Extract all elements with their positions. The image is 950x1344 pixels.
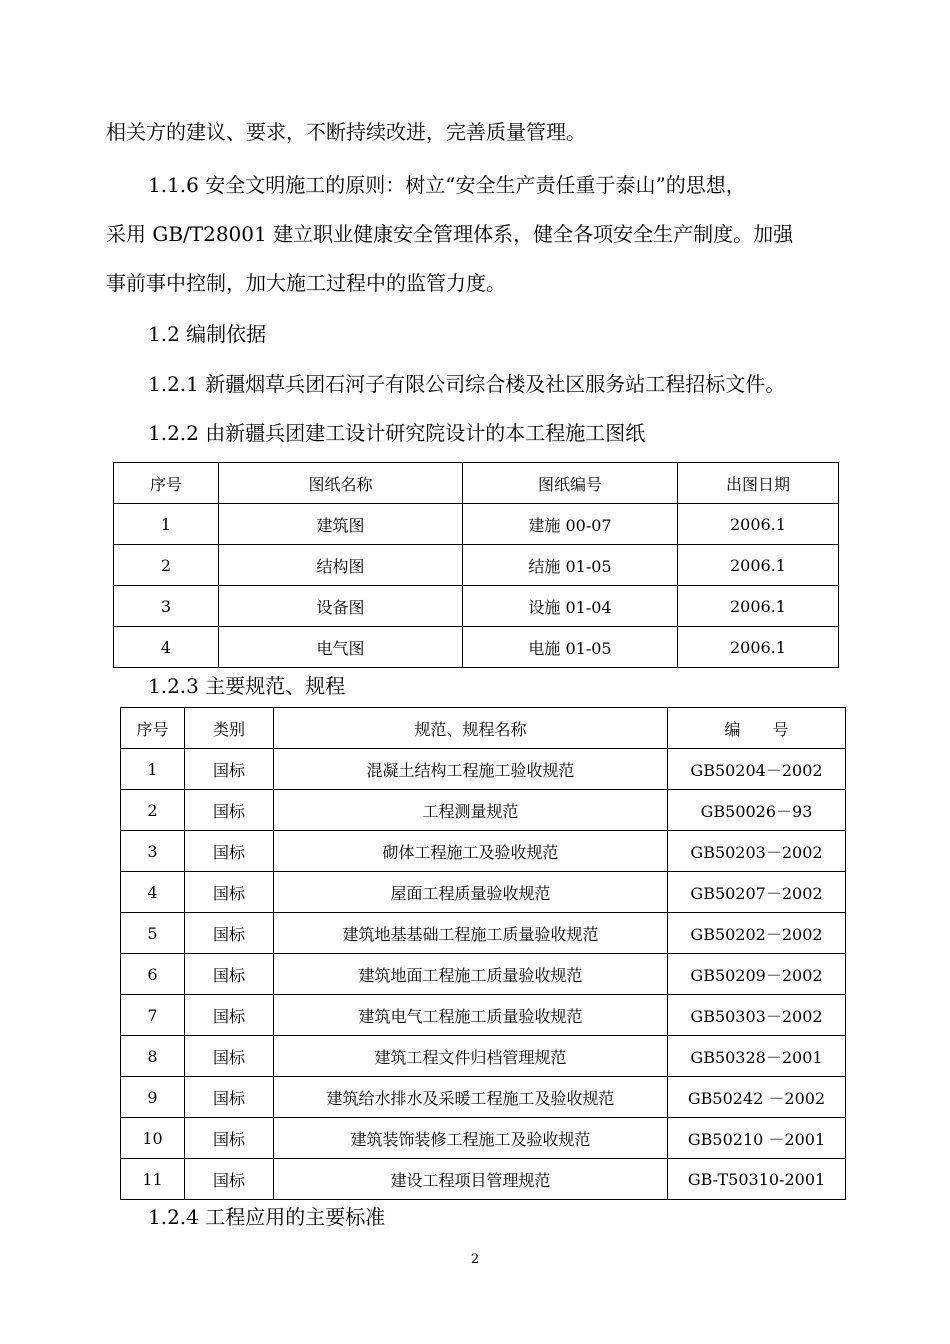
standards-header-cell: 类别: [185, 708, 274, 749]
drawings-cell: 结施 01-05: [463, 545, 678, 586]
standards-cell: GB50204－2002: [668, 749, 846, 790]
standards-cell: GB50202－2002: [668, 913, 846, 954]
drawings-cell: 建施 00-07: [463, 504, 678, 545]
standards-cell: 国标: [185, 749, 274, 790]
standards-cell: 6: [121, 954, 185, 995]
table-row: [121, 749, 846, 790]
standards-cell: 建筑给水排水及采暖工程施工及验收规范: [274, 1077, 668, 1118]
table-row: [121, 790, 846, 831]
paragraph-1-2-4: 1.2.4 工程应用的主要标准: [148, 1205, 386, 1229]
standards-cell: 屋面工程质量验收规范: [274, 872, 668, 913]
table-row: [121, 995, 846, 1036]
standards-cell: 建设工程项目管理规范: [274, 1159, 668, 1200]
drawings-cell: 2006.1: [678, 586, 839, 627]
standards-cell: GB-T50310-2001: [668, 1159, 846, 1200]
standards-cell: 国标: [185, 1159, 274, 1200]
drawings-cell: 电气图: [219, 627, 463, 668]
drawings-cell: 电施 01-05: [463, 627, 678, 668]
standards-cell: 建筑地面工程施工质量验收规范: [274, 954, 668, 995]
table-row: [121, 1118, 846, 1159]
standards-cell: 11: [121, 1159, 185, 1200]
paragraph-continuation: 相关方的建议、要求，不断持续改进，完善质量管理。: [106, 120, 586, 144]
drawings-cell: 4: [114, 627, 219, 668]
paragraph-1-1-6-line-3: 事前事中控制，加大施工过程中的监管力度。: [106, 271, 506, 295]
drawings-header-cell: 序号: [114, 463, 219, 504]
standards-cell: GB50207－2002: [668, 872, 846, 913]
drawings-header-cell: 图纸名称: [219, 463, 463, 504]
drawings-cell: 3: [114, 586, 219, 627]
table-row: [121, 872, 846, 913]
standards-cell: GB50210 －2001: [668, 1118, 846, 1159]
table-row: [114, 504, 839, 545]
standards-cell: 混凝土结构工程施工验收规范: [274, 749, 668, 790]
drawings-cell: 设备图: [219, 586, 463, 627]
standards-table: [120, 707, 846, 1200]
drawings-cell: 设施 01-04: [463, 586, 678, 627]
paragraph-1-2-2: 1.2.2 由新疆兵团建工设计研究院设计的本工程施工图纸: [148, 421, 646, 445]
standards-header-row: [121, 708, 846, 749]
standards-cell: 国标: [185, 1077, 274, 1118]
standards-cell: GB50303－2002: [668, 995, 846, 1036]
standards-cell: GB50209－2002: [668, 954, 846, 995]
standards-cell: 8: [121, 1036, 185, 1077]
drawings-table: [113, 462, 839, 668]
standards-cell: 9: [121, 1077, 185, 1118]
standards-cell: 2: [121, 790, 185, 831]
standards-cell: 国标: [185, 1036, 274, 1077]
standards-cell: GB50203－2002: [668, 831, 846, 872]
standards-cell: 10: [121, 1118, 185, 1159]
standards-cell: 4: [121, 872, 185, 913]
table-row: [121, 954, 846, 995]
drawings-cell: 2006.1: [678, 504, 839, 545]
page-number: 2: [470, 1252, 480, 1267]
standards-cell: 国标: [185, 790, 274, 831]
section-heading-1-2: 1.2 编制依据: [148, 322, 267, 346]
standards-cell: 砌体工程施工及验收规范: [274, 831, 668, 872]
standards-cell: 3: [121, 831, 185, 872]
paragraph-1-1-6-line-2: 采用 GB/T28001 建立职业健康安全管理体系，健全各项安全生产制度。加强: [106, 222, 794, 246]
table-row: [121, 831, 846, 872]
standards-header-cell: 编 号: [668, 708, 846, 749]
drawings-cell: 2006.1: [678, 545, 839, 586]
standards-cell: 建筑电气工程施工质量验收规范: [274, 995, 668, 1036]
standards-cell: 1: [121, 749, 185, 790]
table-row: [121, 1036, 846, 1077]
standards-cell: 国标: [185, 913, 274, 954]
standards-cell: 建筑工程文件归档管理规范: [274, 1036, 668, 1077]
drawings-cell: 1: [114, 504, 219, 545]
standards-cell: GB50242 －2002: [668, 1077, 846, 1118]
standards-cell: 国标: [185, 831, 274, 872]
standards-cell: 工程测量规范: [274, 790, 668, 831]
table-row: [114, 627, 839, 668]
table-row: [121, 1077, 846, 1118]
drawings-cell: 结构图: [219, 545, 463, 586]
paragraph-1-1-6-line-1: 1.1.6 安全文明施工的原则：树立“安全生产责任重于泰山”的思想，: [148, 173, 746, 197]
table-row: [121, 913, 846, 954]
standards-cell: 建筑地基基础工程施工质量验收规范: [274, 913, 668, 954]
standards-cell: GB50026－93: [668, 790, 846, 831]
drawings-header-row: [114, 463, 839, 504]
paragraph-1-2-3: 1.2.3 主要规范、规程: [148, 674, 346, 698]
table-row: [114, 586, 839, 627]
standards-cell: 建筑装饰装修工程施工及验收规范: [274, 1118, 668, 1159]
drawings-header-cell: 出图日期: [678, 463, 839, 504]
standards-cell: 国标: [185, 1118, 274, 1159]
standards-header-cell: 规范、规程名称: [274, 708, 668, 749]
standards-cell: 7: [121, 995, 185, 1036]
table-row: [114, 545, 839, 586]
standards-header-cell: 序号: [121, 708, 185, 749]
standards-cell: 5: [121, 913, 185, 954]
standards-cell: 国标: [185, 872, 274, 913]
table-row: [121, 1159, 846, 1200]
drawings-cell: 2006.1: [678, 627, 839, 668]
standards-cell: GB50328－2001: [668, 1036, 846, 1077]
drawings-header-cell: 图纸编号: [463, 463, 678, 504]
paragraph-1-2-1: 1.2.1 新疆烟草兵团石河子有限公司综合楼及社区服务站工程招标文件。: [148, 372, 786, 396]
standards-cell: 国标: [185, 995, 274, 1036]
drawings-cell: 建筑图: [219, 504, 463, 545]
drawings-cell: 2: [114, 545, 219, 586]
standards-cell: 国标: [185, 954, 274, 995]
